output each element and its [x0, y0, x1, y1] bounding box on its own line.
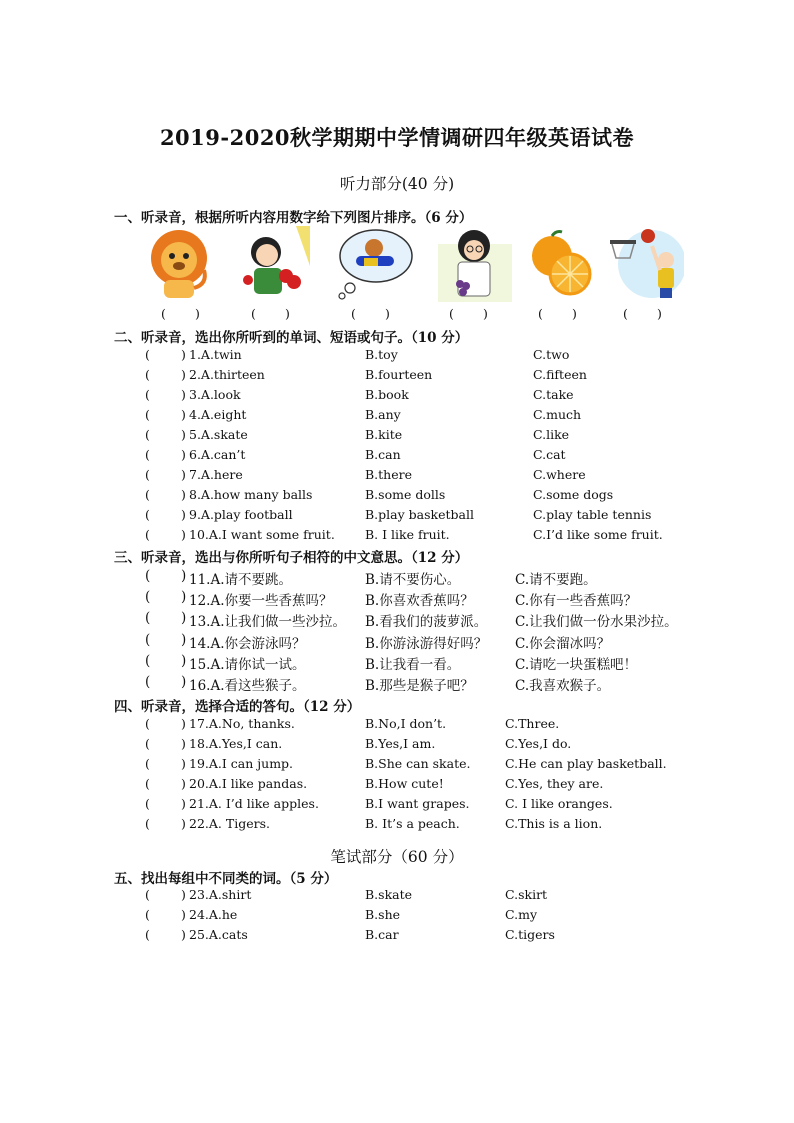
question-row	[145, 527, 705, 547]
option-b: B.She can skate.	[365, 756, 471, 771]
option-a: 1.A.twin	[189, 347, 242, 362]
option-c: C.play table tennis	[533, 507, 652, 522]
boy-dreaming-icon	[334, 226, 408, 302]
option-b: B.No,I don’t.	[365, 716, 447, 731]
option-c: C.你有一些香蕉吗？	[515, 593, 638, 610]
option-a: 5.A.skate	[189, 427, 248, 442]
option-a: 10.A.I want some fruit.	[189, 527, 335, 542]
question-row	[145, 407, 705, 427]
question-row	[145, 736, 705, 756]
question-row	[145, 347, 705, 367]
option-b: B.there	[365, 467, 413, 482]
option-a: 21.A. I’d like apples.	[189, 796, 319, 811]
oranges-icon	[524, 226, 598, 302]
option-b: B.看我们的菠萝派。	[365, 614, 488, 631]
option-a: 4.A.eight	[189, 407, 247, 422]
question-row	[145, 776, 705, 796]
option-b: B.skate	[365, 887, 413, 902]
option-b: B.那些是猴子吧？	[365, 678, 474, 694]
option-c: C.some dogs	[533, 487, 614, 502]
option-b: B.Yes,I am.	[365, 736, 436, 751]
option-c: C.my	[505, 907, 538, 922]
option-b: B.some dolls	[365, 487, 446, 502]
question-row	[145, 487, 705, 507]
question-row	[145, 507, 705, 527]
question-row	[145, 467, 705, 487]
question-row	[145, 568, 705, 588]
picture-row	[138, 226, 698, 326]
lion-icon	[142, 226, 216, 302]
option-c: C.你会溜冰吗？	[515, 635, 611, 652]
option-a: 13.A.让我们做一些沙拉。	[189, 614, 347, 631]
woman-grapes-icon	[438, 226, 512, 302]
option-b: B.I want grapes.	[365, 796, 470, 811]
option-c: C.tigers	[505, 927, 555, 942]
option-b: B.toy	[365, 347, 398, 362]
section-4-heading: 四、听录音，选择合适的答句。（12 分）	[114, 699, 361, 715]
question-row	[145, 653, 705, 673]
option-b: B.can	[365, 447, 401, 462]
option-a: 6.A.can’t	[189, 447, 246, 462]
option-a: 8.A.how many balls	[189, 487, 313, 502]
option-b: B.你游泳游得好吗？	[365, 635, 488, 652]
question-row	[145, 589, 705, 609]
option-b: B.fourteen	[365, 367, 433, 382]
option-b: B.How cute!	[365, 776, 444, 791]
question-row	[145, 716, 705, 736]
question-row	[145, 447, 705, 467]
question-row	[145, 674, 705, 694]
option-b: B.kite	[365, 427, 403, 442]
option-a: 19.A.I can jump.	[189, 756, 294, 771]
option-a: 18.A.Yes,I can.	[189, 736, 283, 751]
option-b: B.你喜欢香蕉吗？	[365, 593, 474, 610]
question-row	[145, 887, 705, 907]
option-c: C.where	[533, 467, 586, 482]
option-c: C.two	[533, 347, 570, 362]
option-a: 20.A.I like pandas.	[189, 776, 308, 791]
option-b: B.让我看一看。	[365, 656, 461, 673]
question-row	[145, 907, 705, 927]
option-c: C.He can play basketball.	[505, 756, 667, 771]
question-row	[145, 816, 705, 836]
question-row	[145, 632, 705, 652]
option-c: C.我喜欢猴子。	[515, 678, 611, 694]
option-a: 9.A.play football	[189, 507, 293, 522]
option-c: C.This is a lion.	[505, 816, 603, 831]
option-a: 2.A.thirteen	[189, 367, 265, 382]
option-a: 23.A.shirt	[189, 887, 252, 902]
section-5-heading: 五、找出每组中不同类的词。（5 分）	[114, 871, 338, 887]
option-b: B.any	[365, 407, 401, 422]
option-c: C.Yes, they are.	[505, 776, 604, 791]
option-c: C.请不要跑。	[515, 572, 597, 588]
section-1-heading: 一、听录音，根据所听内容用数字给下列图片排序。（6 分）	[114, 210, 473, 226]
option-b: B.car	[365, 927, 399, 942]
option-a: 17.A.No, thanks.	[189, 716, 295, 731]
option-a: 22.A. Tigers.	[189, 816, 270, 831]
option-c: C.like	[533, 427, 570, 442]
page-title: 2019-2020秋学期期中学情调研四年级英语试卷	[159, 125, 635, 150]
option-a: 16.A.看这些猴子。	[189, 678, 306, 694]
girl-apples-icon	[236, 226, 310, 302]
section-3-heading: 三、听录音，选出与你所听句子相符的中文意思。（12 分）	[114, 550, 469, 566]
option-b: B. It’s a peach.	[365, 816, 460, 831]
option-c: C.让我们做一份水果沙拉。	[515, 614, 678, 631]
question-row	[145, 610, 705, 630]
section-2-heading: 二、听录音，选出你所听到的单词、短语或句子。（10 分）	[114, 330, 469, 346]
question-row	[145, 387, 705, 407]
option-a: 11.A.请不要跳。	[189, 572, 293, 588]
option-b: B.play basketball	[365, 507, 474, 522]
writing-header: 笔试部分（60 分）	[330, 848, 464, 866]
option-c: C.skirt	[505, 887, 548, 902]
boy-basketball-icon	[608, 226, 684, 302]
question-row	[145, 927, 705, 947]
question-row	[145, 427, 705, 447]
option-a: 24.A.he	[189, 907, 238, 922]
option-c: C.take	[533, 387, 574, 402]
option-b: B.book	[365, 387, 409, 402]
question-row	[145, 756, 705, 776]
option-a: 12.A.你要一些香蕉吗？	[189, 593, 333, 610]
option-c: C.请吃一块蛋糕吧！	[515, 656, 638, 673]
option-b: B.she	[365, 907, 401, 922]
option-b: B.请不要伤心。	[365, 572, 461, 588]
option-c: C. I like oranges.	[505, 796, 613, 811]
option-c: C.fifteen	[533, 367, 587, 382]
option-a: 25.A.cats	[189, 927, 248, 942]
option-c: C.I’d like some fruit.	[533, 527, 663, 542]
option-a: 14.A.你会游泳吗？	[189, 635, 306, 652]
option-b: B. I like fruit.	[365, 527, 450, 542]
option-c: C.Yes,I do.	[505, 736, 572, 751]
option-a: 7.A.here	[189, 467, 243, 482]
option-c: C.Three.	[505, 716, 560, 731]
option-a: 15.A.请你试一试。	[189, 656, 306, 673]
listening-header: 听力部分(40 分)	[339, 175, 455, 193]
question-row	[145, 367, 705, 387]
option-c: C.cat	[533, 447, 566, 462]
question-row	[145, 796, 705, 816]
option-a: 3.A.look	[189, 387, 241, 402]
option-c: C.much	[533, 407, 582, 422]
